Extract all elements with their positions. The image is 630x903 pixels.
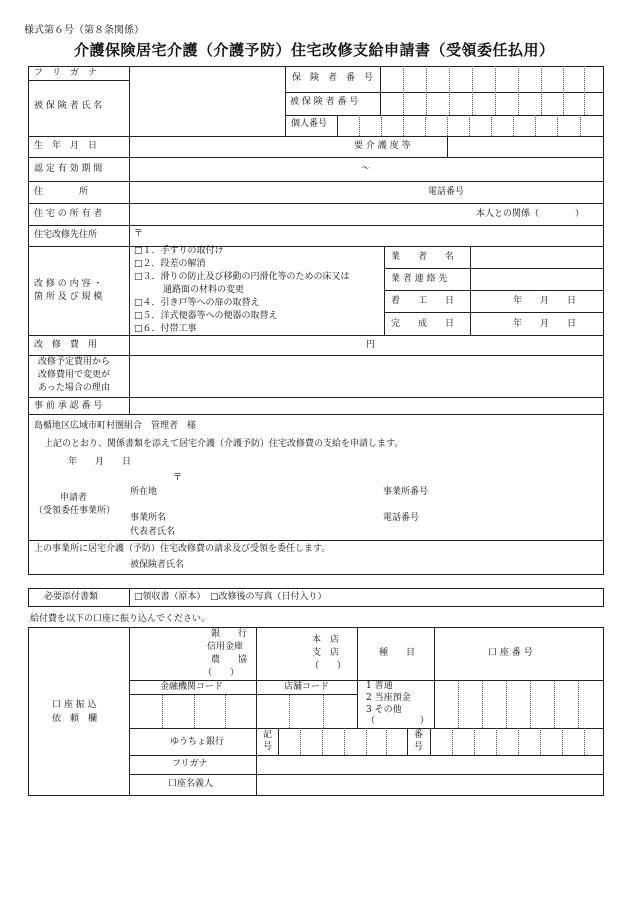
content-item-5: □５．洋式便器等への便器の取替え [134,311,278,321]
office-phone-label: 電話番号 [383,513,420,523]
attachments-label: 必要添付書類 [44,592,99,602]
valid-period-tilde: ～ [361,164,371,174]
form-number: 様式第６号（第８条関係） [24,25,144,36]
bango-label-2: 号 [414,742,424,752]
delegator-name-label: 被保険者氏名 [130,560,185,570]
bank-intro: 給付費を以下の口座に振り込んでください。 [30,614,211,624]
change-reason-1: 改修予定費用から [38,357,111,367]
insured-number-label: 被 保 険 者 番 号 [290,97,359,107]
application-date: 年 月 日 [68,457,132,467]
office-name-label: 事業所名 [130,513,167,523]
address-label: 住 所 [34,187,89,197]
page-title: 介護保険居宅介護（介護予防）住宅改修支給申請書（受領委任払用） [74,41,555,59]
content-item-6: □６．付帯工事 [134,324,197,334]
location-label: 所在地 [130,487,158,497]
relation-label: 本人との関係（ ） [476,209,585,219]
yucho-label: ゆうちょ銀行 [170,737,225,747]
content-item-3b: 通路面の材料の変更 [163,285,245,295]
branch-paren: （ ） [310,661,347,671]
insured-name-label: 被 保 険 者 氏 名 [34,101,103,111]
attachments-items: □領収書（原本） □改修後の写真（日付入り） [134,592,327,602]
applicant-label-2: （受領委任事業所） [34,506,116,516]
institution-bank: 銀 行 [211,629,248,639]
applicant-postal: 〒 [173,473,183,483]
type-option-paren: （ ） [366,716,430,726]
contractor-contact-label: 業 者 連 絡 先 [391,274,448,284]
finish-date-label: 完 成 日 [391,319,455,329]
cost-yen: 円 [366,340,376,350]
content-item-2: □２．段差の解消 [134,259,206,269]
change-reason-3: あった場合の理由 [38,383,110,393]
valid-period-label: 認 定 有 効 期 間 [34,164,103,174]
institution-credit: 信用金庫 [207,642,244,652]
postal-mark: 〒 [134,229,144,239]
kigo-label-2: 号 [263,742,273,752]
applicant-label-1: 申請者 [60,493,88,503]
type-option-3: 3 その他 [366,705,402,715]
application-statement: 上記のとおり、関係書類を添えて居宅介護（介護予防）住宅改修費の支給を申請します。 [44,439,404,449]
branch-sub: 支 店 [312,648,340,658]
renovation-address-label: 住宅改修先住所 [34,230,98,240]
care-level-label: 要 介 護 度 等 [354,141,411,151]
content-label-2: 箇 所 及 び 規 模 [34,292,103,302]
kigo-label-1: 記 [263,730,273,740]
bank-section-label-1: 口 座 振 込 [52,700,97,710]
delegation-statement: 上の事業所に居宅介護（予防）住宅改修費の請求及び受領を委任します。 [34,544,331,554]
institution-paren: （ ） [203,668,240,678]
account-type-label: 種 目 [379,648,416,658]
content-label-1: 改 修 の 内 容 ・ [34,279,103,289]
type-option-1: 1 普通 [366,681,393,691]
insurer-number-label: 保 険 者 番 号 [292,73,374,83]
addressee: 島楯地区広域市町村圏組合 管理者 様 [34,421,197,431]
change-reason-2: 改修費用で変更が [38,370,111,380]
content-item-1: □１．手すりの取付け [134,246,224,256]
contractor-label: 業 者 名 [391,252,455,262]
bango-label-1: 番 [414,730,424,740]
bank-section-label-2: 依 頼 欄 [52,714,98,724]
account-number-label: 口 座 番 号 [488,648,533,658]
institution-agri: 農 協 [211,655,248,665]
furigana-label: フ リ ガ ナ [34,68,98,78]
start-date-value: 年 月 日 [513,296,577,306]
office-number-label: 事業所番号 [383,487,429,497]
owner-label: 住 宅 の 所 有 者 [34,209,103,219]
content-item-4: □４．引き戸等への扉の取替え [134,298,260,308]
start-date-label: 着 工 日 [391,296,455,306]
branch-code-label: 店舗コード [284,682,330,692]
rep-name-label: 代表者氏名 [130,527,176,537]
account-holder-label: 口座名義人 [168,779,214,789]
phone-label: 電話番号 [428,187,465,197]
account-furigana-label: フリガナ [172,759,208,769]
type-option-2: 2 当座預金 [366,693,411,703]
content-item-3: □３．滑りの防止及び移動の円滑化等のための床又は [134,272,350,282]
cost-label: 改 修 費 用 [34,340,98,350]
prior-approval-label: 事 前 承 認 番 号 [34,401,103,411]
institution-code-label: 金融機関コード [160,682,224,692]
finish-date-value: 年 月 日 [513,319,577,329]
branch-main: 本 店 [312,635,340,645]
birth-date-label: 生 年 月 日 [34,141,98,151]
personal-number-label: 個人番号 [291,119,328,129]
